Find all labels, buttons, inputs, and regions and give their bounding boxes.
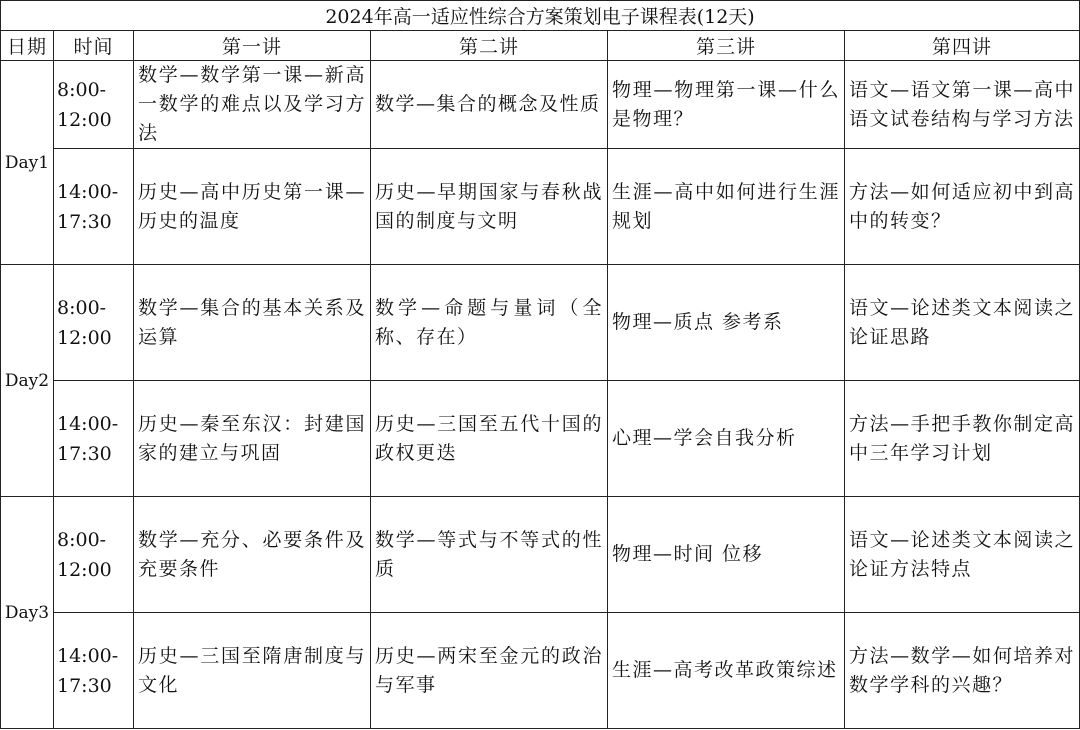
lecture-cell: 心理—学会自我分析 bbox=[608, 381, 845, 497]
time-slot: 8:00- 12:00 bbox=[54, 497, 134, 613]
lecture-cell: 语文—论述类文本阅读之论证方法特点 bbox=[845, 497, 1080, 613]
lecture-cell: 语文—论述类文本阅读之论证思路 bbox=[845, 265, 1080, 381]
lecture-cell: 方法—如何适应初中到高中的转变？ bbox=[845, 149, 1080, 265]
table-row bbox=[1, 381, 1080, 497]
lecture-cell: 历史—秦至东汉：封建国家的建立与巩固 bbox=[134, 381, 371, 497]
lecture-cell: 历史—高中历史第一课—历史的温度 bbox=[134, 149, 371, 265]
header-date: 日期 bbox=[1, 31, 54, 61]
lecture-cell: 数学—充分、必要条件及充要条件 bbox=[134, 497, 371, 613]
lecture-cell: 生涯—高考改革政策综述 bbox=[608, 613, 845, 729]
lecture-cell: 方法—数学—如何培养对数学学科的兴趣？ bbox=[845, 613, 1080, 729]
header-lecture-3: 第三讲 bbox=[608, 31, 845, 61]
lecture-cell: 语文—语文第一课—高中语文试卷结构与学习方法 bbox=[845, 61, 1080, 149]
header-lecture-2: 第二讲 bbox=[371, 31, 608, 61]
table-row bbox=[1, 149, 1080, 265]
lecture-cell: 数学—数学第一课—新高一数学的难点以及学习方法 bbox=[134, 61, 371, 149]
table-row bbox=[1, 61, 1080, 149]
lecture-cell: 历史—早期国家与春秋战国的制度与文明 bbox=[371, 149, 608, 265]
lecture-cell: 物理—质点 参考系 bbox=[608, 265, 845, 381]
table-row bbox=[1, 497, 1080, 613]
time-slot: 8:00- 12:00 bbox=[54, 61, 134, 149]
lecture-cell: 方法—手把手教你制定高中三年学习计划 bbox=[845, 381, 1080, 497]
header-row bbox=[1, 31, 1080, 61]
lecture-cell: 数学—集合的概念及性质 bbox=[371, 61, 608, 149]
day-label: Day1 bbox=[1, 61, 54, 265]
time-slot: 14:00- 17:30 bbox=[54, 381, 134, 497]
lecture-cell: 历史—两宋至金元的政治与军事 bbox=[371, 613, 608, 729]
lecture-cell: 历史—三国至五代十国的政权更迭 bbox=[371, 381, 608, 497]
lecture-cell: 数学—集合的基本关系及运算 bbox=[134, 265, 371, 381]
lecture-cell: 历史—三国至隋唐制度与文化 bbox=[134, 613, 371, 729]
table-row bbox=[1, 265, 1080, 381]
time-slot: 14:00- 17:30 bbox=[54, 613, 134, 729]
lecture-cell: 物理—时间 位移 bbox=[608, 497, 845, 613]
header-time: 时间 bbox=[54, 31, 134, 61]
table-row bbox=[1, 613, 1080, 729]
schedule-title: 2024年高一适应性综合方案策划电子课程表(12天) bbox=[1, 1, 1080, 31]
header-lecture-4: 第四讲 bbox=[845, 31, 1080, 61]
lecture-cell: 数学—命题与量词（全称、存在） bbox=[371, 265, 608, 381]
header-lecture-1: 第一讲 bbox=[134, 31, 371, 61]
lecture-cell: 物理—物理第一课—什么是物理？ bbox=[608, 61, 845, 149]
lecture-cell: 生涯—高中如何进行生涯规划 bbox=[608, 149, 845, 265]
time-slot: 8:00- 12:00 bbox=[54, 265, 134, 381]
day-label: Day3 bbox=[1, 497, 54, 729]
time-slot: 14:00- 17:30 bbox=[54, 149, 134, 265]
day-label: Day2 bbox=[1, 265, 54, 497]
lecture-cell: 数学—等式与不等式的性质 bbox=[371, 497, 608, 613]
